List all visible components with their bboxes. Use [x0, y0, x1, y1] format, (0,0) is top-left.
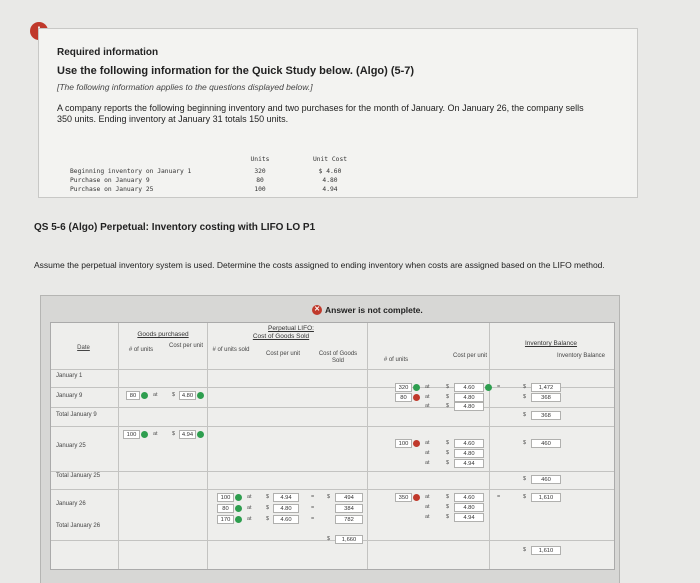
balance-total-input[interactable]: 368 [531, 411, 561, 420]
instruction-text: Use the following information for the Quick Study below. (Algo) (5-7) [57, 65, 415, 77]
sold-units-input[interactable]: 170 [217, 515, 234, 524]
balance-total-input[interactable]: 460 [531, 439, 561, 448]
balance-total-input[interactable]: 460 [531, 475, 561, 484]
balance-total-input[interactable]: 1,610 [531, 493, 561, 502]
sold-units-input[interactable]: 80 [217, 504, 234, 513]
balance-units-input[interactable]: 80 [395, 393, 412, 402]
inventory-row: Beginning inventory on January 1 320 $ 4.60 [70, 168, 342, 175]
lifo-worksheet: Perpetual LIFO: Goods purchased Cost of Goods Sold Inventory Balance Date # of units Cost per unit # of units sold Cost per unit Cost of Goods Sold # of units Cost per unit Inventory Balance January 1 January 9 Total January 9 January 25 Total January 25 January 26 Total January 26 80 at $ 4.80 100 at $ 4.94 320 at $ 4.60 = $ 1,472 80 at $ 4.80 at $ 4.80 $ 368 $ 368 100 at $ 4.60 at $ 4.80 at $ 4.94 $ 460 $ 460 100 at $ 4.94 = $ 494 80 at $ 4.80 = 384 170 at $ 4.60 = 782 $ 1,660 350 at $ 4.60 at $ 4.80 at $ 4.94 = $ 1,610 $ 1,610 [50, 322, 615, 570]
inventory-row: Purchase on January 25 100 4.94 [70, 186, 338, 193]
correct-check-icon [197, 431, 204, 438]
purchase-units-input[interactable]: 100 [123, 430, 140, 439]
correct-check-icon [235, 516, 242, 523]
question-description: Assume the perpetual inventory system is used. Determine the costs assigned to ending inventory when costs are assigned based on the LIFO method. [34, 260, 605, 270]
balance-units-header: # of units [383, 357, 409, 363]
unit-cost-header: Unit Cost [312, 156, 348, 163]
balance-cost-input[interactable]: 4.80 [454, 503, 484, 512]
balance-cost-header: Cost per unit [452, 353, 488, 359]
balance-cost-input[interactable]: 4.94 [454, 459, 484, 468]
question-title: QS 5-6 (Algo) Perpetual: Inventory costing with LIFO LO P1 [34, 222, 316, 233]
sold-cost-input[interactable]: 4.60 [273, 515, 299, 524]
balance-total-header: Inventory Balance [556, 353, 606, 359]
cogs-header: Cost of Goods Sold [252, 333, 310, 340]
note-text: [The following information applies to the questions displayed below.] [57, 82, 313, 92]
purchased-units-header: # of units [128, 347, 154, 353]
balance-cost-input[interactable]: 4.60 [454, 439, 484, 448]
correct-check-icon [235, 505, 242, 512]
row-label-total-january-25: Total January 25 [56, 473, 101, 479]
balance-units-input[interactable]: 100 [395, 439, 412, 448]
inventory-data-table [70, 156, 370, 195]
balance-units-input[interactable]: 350 [395, 493, 412, 502]
incorrect-x-icon [413, 494, 420, 501]
incorrect-x-icon [413, 440, 420, 447]
row-label-january-9: January 9 [56, 393, 83, 399]
answer-status: ✕ Answer is not complete. [312, 305, 423, 315]
correct-check-icon [141, 392, 148, 399]
cogs-total-input[interactable]: 384 [335, 504, 363, 513]
incorrect-x-icon [413, 394, 420, 401]
balance-cost-input[interactable]: 4.80 [454, 449, 484, 458]
balance-total-input[interactable]: 1,610 [531, 546, 561, 555]
date-header: Date [77, 345, 90, 351]
row-label-january-1: January 1 [56, 373, 83, 379]
inventory-balance-header: Inventory Balance [524, 340, 578, 347]
row-label-total-january-9: Total January 9 [56, 412, 97, 418]
required-heading: Required information [57, 47, 159, 58]
sold-units-header: # of units sold [212, 347, 250, 353]
balance-total-input[interactable]: 368 [531, 393, 561, 402]
correct-check-icon [141, 431, 148, 438]
row-label-january-26: January 26 [56, 501, 86, 507]
sold-cost-header: Cost per unit [265, 351, 301, 357]
correct-check-icon [235, 494, 242, 501]
cogs-total-header: Cost of Goods Sold [318, 351, 358, 364]
purchase-cost-input[interactable]: 4.94 [179, 430, 196, 439]
cogs-total-input[interactable]: 494 [335, 493, 363, 502]
purchase-cost-input[interactable]: 4.80 [179, 391, 196, 400]
purchase-units-input[interactable]: 80 [126, 391, 140, 400]
balance-cost-input[interactable]: 4.60 [454, 493, 484, 502]
correct-check-icon [197, 392, 204, 399]
correct-check-icon [413, 384, 420, 391]
problem-description: A company reports the following beginning inventory and two purchases for the month of January. On January 26, the company sells 350 units. Ending inventory at January 31 totals 150 units. [57, 103, 584, 124]
goods-purchased-header: Goods purchased [137, 331, 189, 338]
balance-cost-input[interactable]: 4.80 [454, 402, 484, 411]
units-header: Units [250, 156, 270, 163]
balance-cost-input[interactable]: 4.94 [454, 513, 484, 522]
balance-cost-input[interactable]: 4.60 [454, 383, 484, 392]
balance-units-input[interactable]: 320 [395, 383, 412, 392]
row-label-january-25: January 25 [56, 443, 86, 449]
sold-cost-input[interactable]: 4.80 [273, 504, 299, 513]
incomplete-x-icon: ✕ [312, 305, 322, 315]
cogs-total-input[interactable]: 782 [335, 515, 363, 524]
perpetual-lifo-title: Perpetual LIFO: [268, 325, 314, 332]
sold-cost-input[interactable]: 4.94 [273, 493, 299, 502]
cogs-total-input[interactable]: 1,660 [335, 535, 363, 544]
balance-total-input[interactable]: 1,472 [531, 383, 561, 392]
purchased-cost-header: Cost per unit [168, 343, 204, 349]
correct-check-icon [485, 384, 492, 391]
row-label-total-january-26: Total January 26 [56, 523, 101, 529]
inventory-row: Purchase on January 9 80 4.80 [70, 177, 338, 184]
sold-units-input[interactable]: 100 [217, 493, 234, 502]
balance-cost-input[interactable]: 4.80 [454, 393, 484, 402]
